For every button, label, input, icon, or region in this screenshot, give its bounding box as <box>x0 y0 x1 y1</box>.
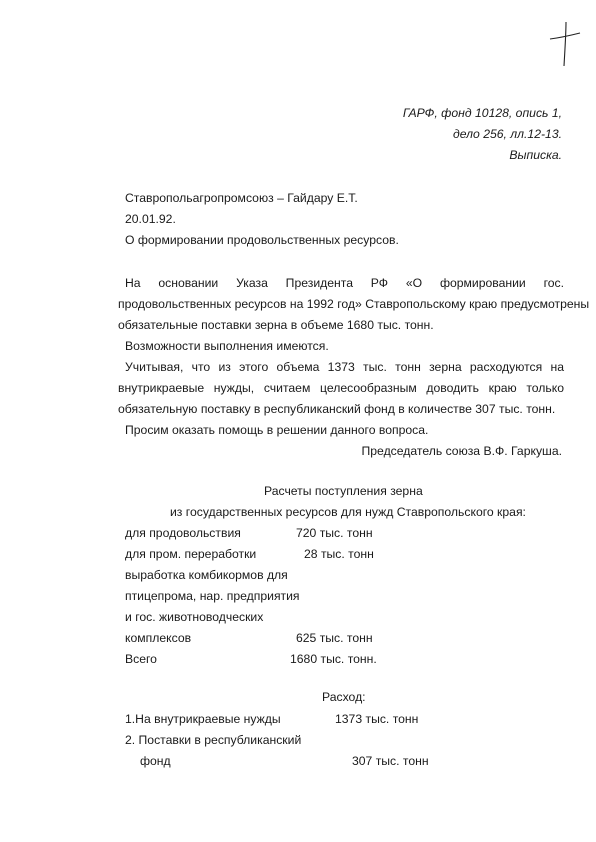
expenses-title: Расход: <box>322 690 366 704</box>
receipts-row-label: и гос. животноводческих <box>125 610 264 624</box>
archive-ref-line3: Выписка. <box>509 148 562 162</box>
expenses-row-label: 2. Поставки в республиканский <box>125 733 302 747</box>
receipts-row-label: для продовольствия <box>125 526 241 540</box>
document-date: 20.01.92. <box>125 212 176 226</box>
sender-recipient: Ставропольагропромсоюз – Гайдару Е.Т. <box>125 191 358 205</box>
paragraph-3-line-3: обязательную поставку в республиканский фонд в количестве 307 тыс. тонн. <box>118 402 556 416</box>
handwritten-mark <box>548 20 582 68</box>
paragraph-4: Просим оказать помощь в решении данного вопроса. <box>125 423 429 437</box>
expenses-row-label: фонд <box>140 754 171 768</box>
receipts-row-value: 720 тыс. тонн <box>296 526 373 540</box>
paragraph-1-line-2: продовольственных ресурсов на 1992 год» Ставропольскому краю предусмотрены <box>118 297 590 311</box>
receipts-row-label: для пром. переработки <box>125 547 257 561</box>
receipts-row-label: птицепрома, нар. предприятия <box>125 589 300 603</box>
expenses-row-value: 307 тыс. тонн <box>352 754 429 768</box>
paragraph-1-line-1: На основании Указа Президента РФ «О формировании гос. <box>125 276 564 290</box>
paragraph-3-line-2: внутрикраевые нужды, считаем целесообразным доводить краю только <box>118 381 564 395</box>
archive-ref-line1: ГАРФ, фонд 10128, опись 1, <box>402 106 562 120</box>
archive-ref-line2: дело 256, лл.12-13. <box>453 127 562 141</box>
paragraph-1-line-3: обязательные поставки зерна в объеме 1680 тыс. тонн. <box>118 318 434 332</box>
receipts-total-value: 1680 тыс. тонн. <box>290 652 377 666</box>
expenses-row-value: 1373 тыс. тонн <box>335 712 419 726</box>
receipts-row-value: 28 тыс. тонн <box>304 547 374 561</box>
signature-line: Председатель союза В.Ф. Гаркуша. <box>361 444 562 458</box>
document-subject: О формировании продовольственных ресурсов. <box>125 233 399 247</box>
receipts-total-label: Всего <box>125 652 157 666</box>
receipts-title-line-2: из государственных ресурсов для нужд Ставропольского края: <box>170 505 526 519</box>
paragraph-2: Возможности выполнения имеются. <box>125 339 329 353</box>
receipts-row-label: комплексов <box>125 631 192 645</box>
receipts-row-value: 625 тыс. тонн <box>296 631 373 645</box>
receipts-title-line-1: Расчеты поступления зерна <box>264 484 423 498</box>
paragraph-3-line-1: Учитывая, что из этого объема 1373 тыс. тонн зерна расходуются на <box>125 360 564 374</box>
expenses-row-label: 1.На внутрикраевые нужды <box>125 712 281 726</box>
receipts-row-label: выработка комбикормов для <box>125 568 288 582</box>
